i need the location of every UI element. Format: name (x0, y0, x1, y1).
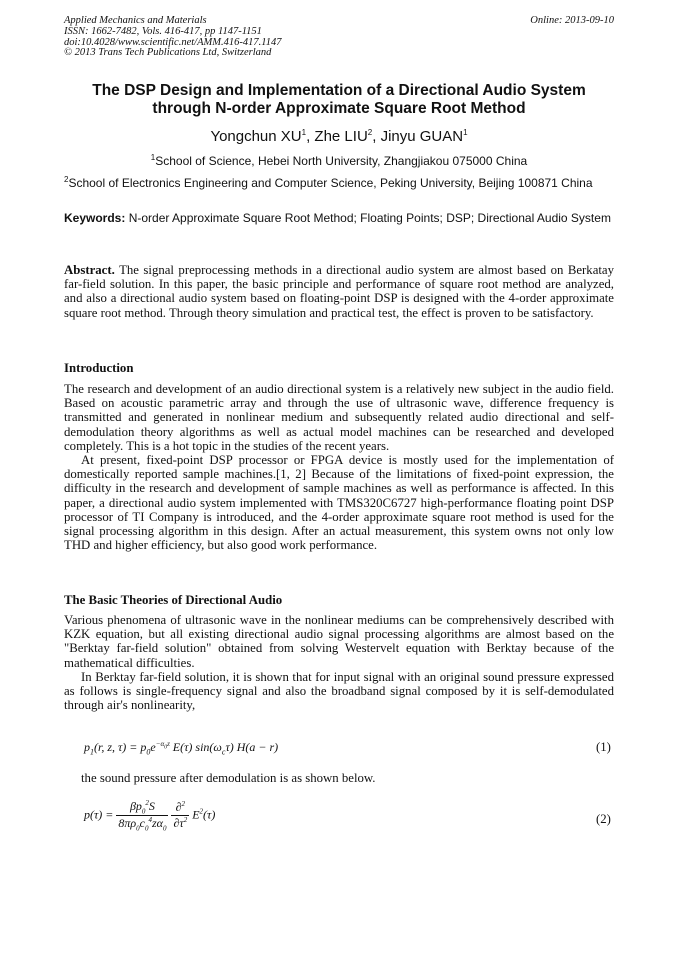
author-name: Yongchun XU (210, 128, 302, 145)
paragraph: At present, fixed-point DSP processor or FPGA device is mostly used for the implementation of domestically reported sample machines.[1, 2] Because of the limitations of fixed-point expression, the difficulty in the research and development of sample machines as well as performance is affected. In this paper, a directional audio system implemented with TMS320C6727 high-performance floating point DSP processor of TI Company is introduced, and the 4-order approximate square root method is used for the signal processing algorithm in this design. After an actual measurement, this system owns not only low THD and higher efficiency, but also good work performance. (64, 453, 614, 553)
keywords-text: N-order Approximate Square Root Method; Floating Points; DSP; Directional Audio System (128, 211, 611, 225)
section-heading-basic-theories: The Basic Theories of Directional Audio (64, 593, 283, 607)
journal-issn: ISSN: 1662-7482, Vols. 416-417, pp 1147-1151 (64, 25, 262, 37)
affiliation (64, 154, 614, 168)
paragraph: Various phenomena of ultrasonic wave in the nonlinear mediums can be comprehensively described with KZK equation, but all existing directional audio signal processing algorithms are almost based on the "Berktay far-field solution" obtained from solving Westervelt equation with Berktay because of the mathematical difficulties. (64, 613, 614, 670)
author-affiliation-mark: 1 (301, 128, 307, 137)
journal-doi: doi:10.4028/www.scientific.net/AMM.416-417.1147 (64, 36, 282, 48)
author-name: Zhe LIU (314, 128, 368, 145)
author-affiliation-mark: 1 (463, 128, 468, 137)
equation-number: (2) (596, 812, 611, 826)
paragraph: the sound pressure after demodulation is as shown below. (81, 771, 376, 785)
journal-copyright: © 2013 Trans Tech Publications Ltd, Switzerland (64, 47, 272, 59)
section-heading-introduction: Introduction (64, 361, 134, 375)
affiliation-text: School of Electronics Engineering and Computer Science, Peking University, Beijing 100871 China (68, 176, 593, 190)
journal-header (64, 16, 614, 59)
paper-title: The DSP Design and Implementation of a Directional Audio System through N-order Approximate Square Root Method (92, 82, 586, 117)
affiliation-mark: 1 (150, 153, 156, 162)
equation-fraction: $\frac{\partial^2}{\partial\tau^2}$ (173, 800, 188, 831)
affiliation-text: School of Science, Hebei North University, Zhangjiakou 075000 China (155, 154, 528, 168)
affiliation-mark: 2 (64, 175, 69, 184)
introduction-body (64, 382, 614, 552)
author-affiliation-mark: 2 (367, 128, 373, 137)
equation-number: (1) (596, 740, 611, 754)
keywords-label: Keywords: (64, 211, 126, 225)
paragraph: In Berktay far-field solution, it is shown that for input signal with an original sound pressure expressed as follows is single-frequency signal and also the broadband signal composed by it is self-demodulated through air's nonlinearity, (64, 669, 614, 713)
online-date: Online: 2013-09-10 (530, 15, 614, 26)
basic-theories-body (64, 613, 614, 712)
keywords (64, 211, 614, 225)
equation-1: $p_1(r$, z, $\tau) = p_0e^{-\alpha_0z}$ E(τ) $\sin(\omega_c\tau) H(a - r)$ (84, 740, 279, 757)
author-list: Yongchun $XU^1$, Zhe LIU$^2$, Jinyu GUAN$^1$ (210, 128, 468, 145)
equation-2: p(τ) = $\frac{\beta p_0^2S}{8\pi\rho_0c_0^4z\alpha_0}$ $\frac{\partial^2}{\partial\tau^2}$ $E^2(\tau)$ (84, 799, 216, 833)
abstract-text: The signal preprocessing methods in a directional audio system are almost based on Berkatay far-field solution. In this paper, the basic principle and performance of square root method are analyzed, and also a directional audio system based on floating-point DSP is designed with the 4-order approximate square root method. Through theory simulation and practical test, the effect is proven to be satisfactory. (64, 263, 615, 320)
abstract (64, 263, 614, 320)
journal-name: Applied Mechanics and Materials (64, 15, 207, 26)
author-name: Jinyu GUAN (380, 128, 464, 145)
paragraph: The research and development of an audio directional system is a relatively new subject in the audio field. Based on acoustic parametric array and through the use of ultrasonic wave, difference frequency is transmitted and generated in nonlinear medium and subsequently related audio directional and self-demodulation theory algorithms as well as actual model machines can be researched and developed completely. This is a hot topic in the studies of the recent years. (64, 382, 614, 453)
abstract-label: Abstract. (64, 263, 115, 277)
affiliation (64, 176, 624, 190)
equation-fraction: $\frac{\beta p_0^2S}{8\pi\rho_0c_0^4z\alpha_0}$ (118, 799, 167, 833)
